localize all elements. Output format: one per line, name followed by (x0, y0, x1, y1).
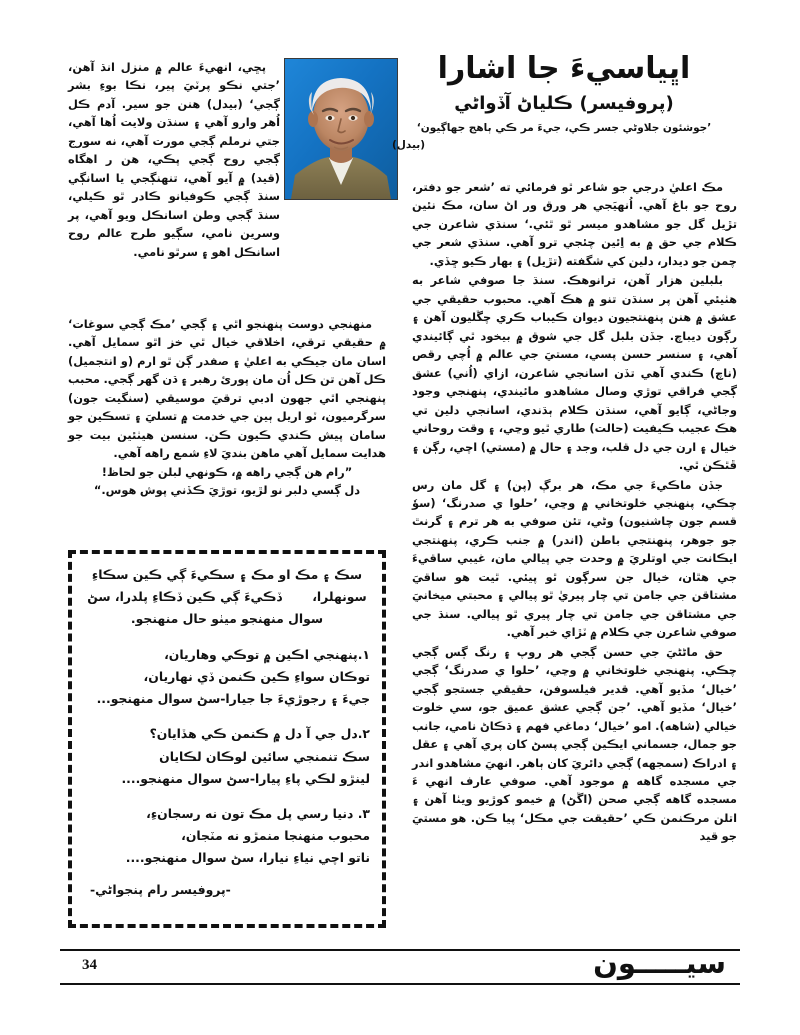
epigraph-text: ’جوشئون جلاوڻي جسر ڪي، جيءَ مر ڪي ٻاهج جهاڳيون‘ (416, 122, 712, 135)
poem-line: ٣. دنيا رسي پل مڪ تون نه رسجانءِ، (146, 805, 370, 821)
poem-line: جيءَ ۽ رجوڙيءَ جا جيارا-سڻ سوال منهنجو... (96, 691, 370, 707)
poem-line: ١.پنهنجي اڪين ۾ توڪي وهاريان، (164, 647, 370, 663)
poem-stanza (84, 723, 370, 789)
poem-box (68, 550, 386, 928)
page-number: 34 (82, 957, 97, 973)
poem-line: ناتو اچي نياءِ نيارا، سڻ سوال منهنجو.... (125, 849, 370, 865)
portrait-photo (285, 59, 397, 199)
poem-refrain-line: سڻ سوال منهنجو ميٺو حال منهنجو. (87, 589, 324, 627)
paragraph: مڪ اعليٰ درجي جو شاعر ٿو فرمائي ته ’شعر جو دفتر، روح جو باغ آهي. اُنهيَجي هر ورق ور اڻ سان، مڪ نئين تڙيل گل جو مشاهدو ميسر ٿو ٿئي.‘ سنڌي شاعرن جي ڪلام جي حق ۾ به اِئين چئجي ترو آهي. سنڌي شعر جي چمن جو ديدار، دلين کي شگفته (تڙيل) ۽ بهار ڪيو ڇڏي. (412, 180, 737, 268)
article-author: (پروفيسر) ڪلياڻ آڏواڻي (454, 92, 674, 114)
paragraph: حق ماڻڻيَ جي حسن ڳجي هر روپ ۽ رنگ ڳس ڳجي چڪي. پنهنجي خلوتخاني ۾ وڃي، ’حلوا ي صدرنگ‘ ڳجي ’خيال‘ مڏيو آهي. قدير فيلسوفن، حقيقي جستجو ڳجي ’خيال‘ مڏيو آهي. ’جن ڳجي عشق عميق جو، سي خلوت خيالي (شاهه). امو ’خيال‘ دماغي فهم ۽ ڌڪاڻ نامي، جانب جو جمال، جسماني ايڪين ڳجي پسڻ کان پري آهي ۽ عقل ۽ ادراڪ (سمجهه) ڳجي دائريَ کان ٻاهر. انهيَ مشاهدو اندر جي مسجده گاهه ۾ موجود آهي. صوفي عارف انهي ءَ مسجده گاهه ڳجي صحن (اڱڻ) ۾ خيمو کوڙيو ويٺا آهن ۽ اتلن مرڪنمن ڪي ’حقيقت جي مڪل‘ پيا ڪن. هو مستيَ جو قيد (412, 644, 737, 844)
magazine-masthead: سيـــــون (593, 946, 726, 980)
author-portrait (284, 58, 398, 200)
poem-line: محبوب منهنجا منمڙو نه مٽجان، (181, 827, 370, 843)
poem-refrain-line: سڪ ۽ مڪ او مڪ ۽ سڪيءَ ڳي ڪين سڪاءِ سونهلرا، (91, 567, 367, 605)
poem-stanza (84, 644, 370, 710)
verse-line: دل ڳسي دلبر نو لڙيو، توڙيَ ڪڏني پوش هوس.“ (93, 483, 361, 498)
paragraph: بلبلين هزار آهن، ترانوهڪ. سنڌ جا صوفي شاعر به هٺيئي آهن پر سنڌن تنو ۾ هڪ آهي. محبوب حقيقي جي عشق ۾ هنن پنهنتجيون ديوان ڪيباب ڪري چڱليون آهن ۽ رڳون ديباچ. جڏن بلبل گل جي شوق ۾ بيخود ٿي ڳائيندي آهي، ۽ سنسر حسن پسي، مستيَ جي عالم ۾ اُچي رقص (ناچ) ڪندي آهي تڏن اسانجي شاعرن، ازاي (اُني) عشق ڳجي فراقي توڙي وصال مشاهدو مائيندي، پنهنجي وجود وجاڻي، ڳايو آهي، سنڌن ڪلام ٻڌندي، اسانجي دلين تي هڪ عجيب ڪيفيت (حالت) طاري ٿيو وڃي، ۽ وقت روحاني خيال ۽ ارن جي دل قلب، وجد ۽ حال ۾ (مستي) اچي، رڳن ۽ ڦٿڪن ٿي. (412, 273, 737, 473)
poem-stanza (84, 803, 370, 869)
poem-refrain (84, 564, 370, 630)
poem-line: توڪان سواءِ ڪين ڪنمن ڏي نهاريان، (143, 669, 370, 685)
epigraph-source: (بيدل) (392, 138, 426, 151)
footer-rule-bottom (60, 983, 740, 985)
page-footer (60, 946, 740, 989)
title-block (388, 52, 740, 151)
paragraph: جڏن ماڪيءَ جي مڪ، هر برڳ (پن) ۽ گل مان رس چڪي، پنهنجي خلوتخاني ۾ وڃي، ’حلوا ي صدرنگ‘ (سوٗ قسم جون چاشنيون) وڻي، تئن صوفي به هر ترم ۽ گرنٿ جو جوهر، پنهنتجي باطن (اندر) ۾ جنب ڪري، پنهنتجي ايڪانت جي اوتلريَ ۾ وحدت جي پيالي مان، غيبي ساقيءَ جي هٿان، خيال جن سرڳون ٿو پيئي. ٿيت هو ساقيَ مشتاقن جي جامن تي چار پيريٰ ٿو پيالي ۽ محبتي ميخانيَ جي مشتاقن جي جامن تي چار پيري ٿو پيالي. سنڌ جي صوفي شاعرن جي ڪلام ۾ ٽڙاي خبر آهي. (412, 477, 737, 640)
paragraph: پڇي، انهيءَ عالم ۾ منزل انڌ آهن، ’جتي نڪو پرٽيَ پير، نڪا بوءِ بشر ڳجي‘ (بيدل) هنن جو سير. آدم ڪل اُهر وارو آهي ۽ سنڌن ولايت اُها آهي، جتي نرملم ڳجي مورت آهي، نه سورج ڳجي روح ڳجي پڪي، هن ر اهگاه (قيد) ۾ آيو آهي، تنهنڳجي يا اسانڳي سنڌ ڳجي ڪوفيانو ڪادر ٿو ڪيلي، سنڌ ڳجي وطن اسانڪل ويو آهي، پر وسرين نامي، سڳيو طرح عالم روح اسانڪل اهو ۽ سرٿو نامي. (68, 60, 280, 259)
article-title: اڀياسيءَ جا اشارا (437, 51, 691, 86)
poem-line: لينڙو لڪي پاءِ پيارا-سڻ سوال منهنجو.... (121, 770, 370, 786)
paragraph: منهنجي دوست پنهنجو اٿي ۽ ڳجي ’مڪ ڳجي سوغات‘ ۾ حقيقي ترقي، اخلاقي خيال ٿي خز اٿو سمايل آهي. اسان مان جيڪي به اعليٰ ۽ صفدر ڳن ٿو ارم (و انتجميل) ڪل آهن تن ڪل اُن مان پورئ رهبر ۽ ڌن گهر ڳجي. محبب پنهنجي اٿي جهون ادبي ترقيَ موسيقي (سنگيت جون) سرگرميون، ٽو اريل ٻين جي خدمت ۾ تسليَ ۽ تسڪين جو سامان پيش ڪندي ڪيون ڪن. سنسن هيٺئين بيت جو هدايت سمايل آهي ماهن بنديَ لاءِ شمع راهه آهي. (68, 317, 386, 461)
poem-line: سڪ تنمنجي سائين لوڪان لڪايان (159, 748, 370, 764)
poem-signature: -پروفيسر رام پنجواڻي- (90, 881, 231, 897)
poem-line: ٢.دل جي آ دل ۾ ڪنمن ڪي هڏايان؟ (149, 726, 370, 742)
verse-line: ”رام هن ڳجي راهه ۾، ڪونهي لبلن جو لحاظ! (101, 464, 353, 479)
left-column-lower (68, 315, 386, 545)
poem-refrain-line: ڏڪيءَ ڳي ڪين ڏڪاءِ پلدرا، (114, 589, 282, 605)
right-column (412, 178, 737, 938)
